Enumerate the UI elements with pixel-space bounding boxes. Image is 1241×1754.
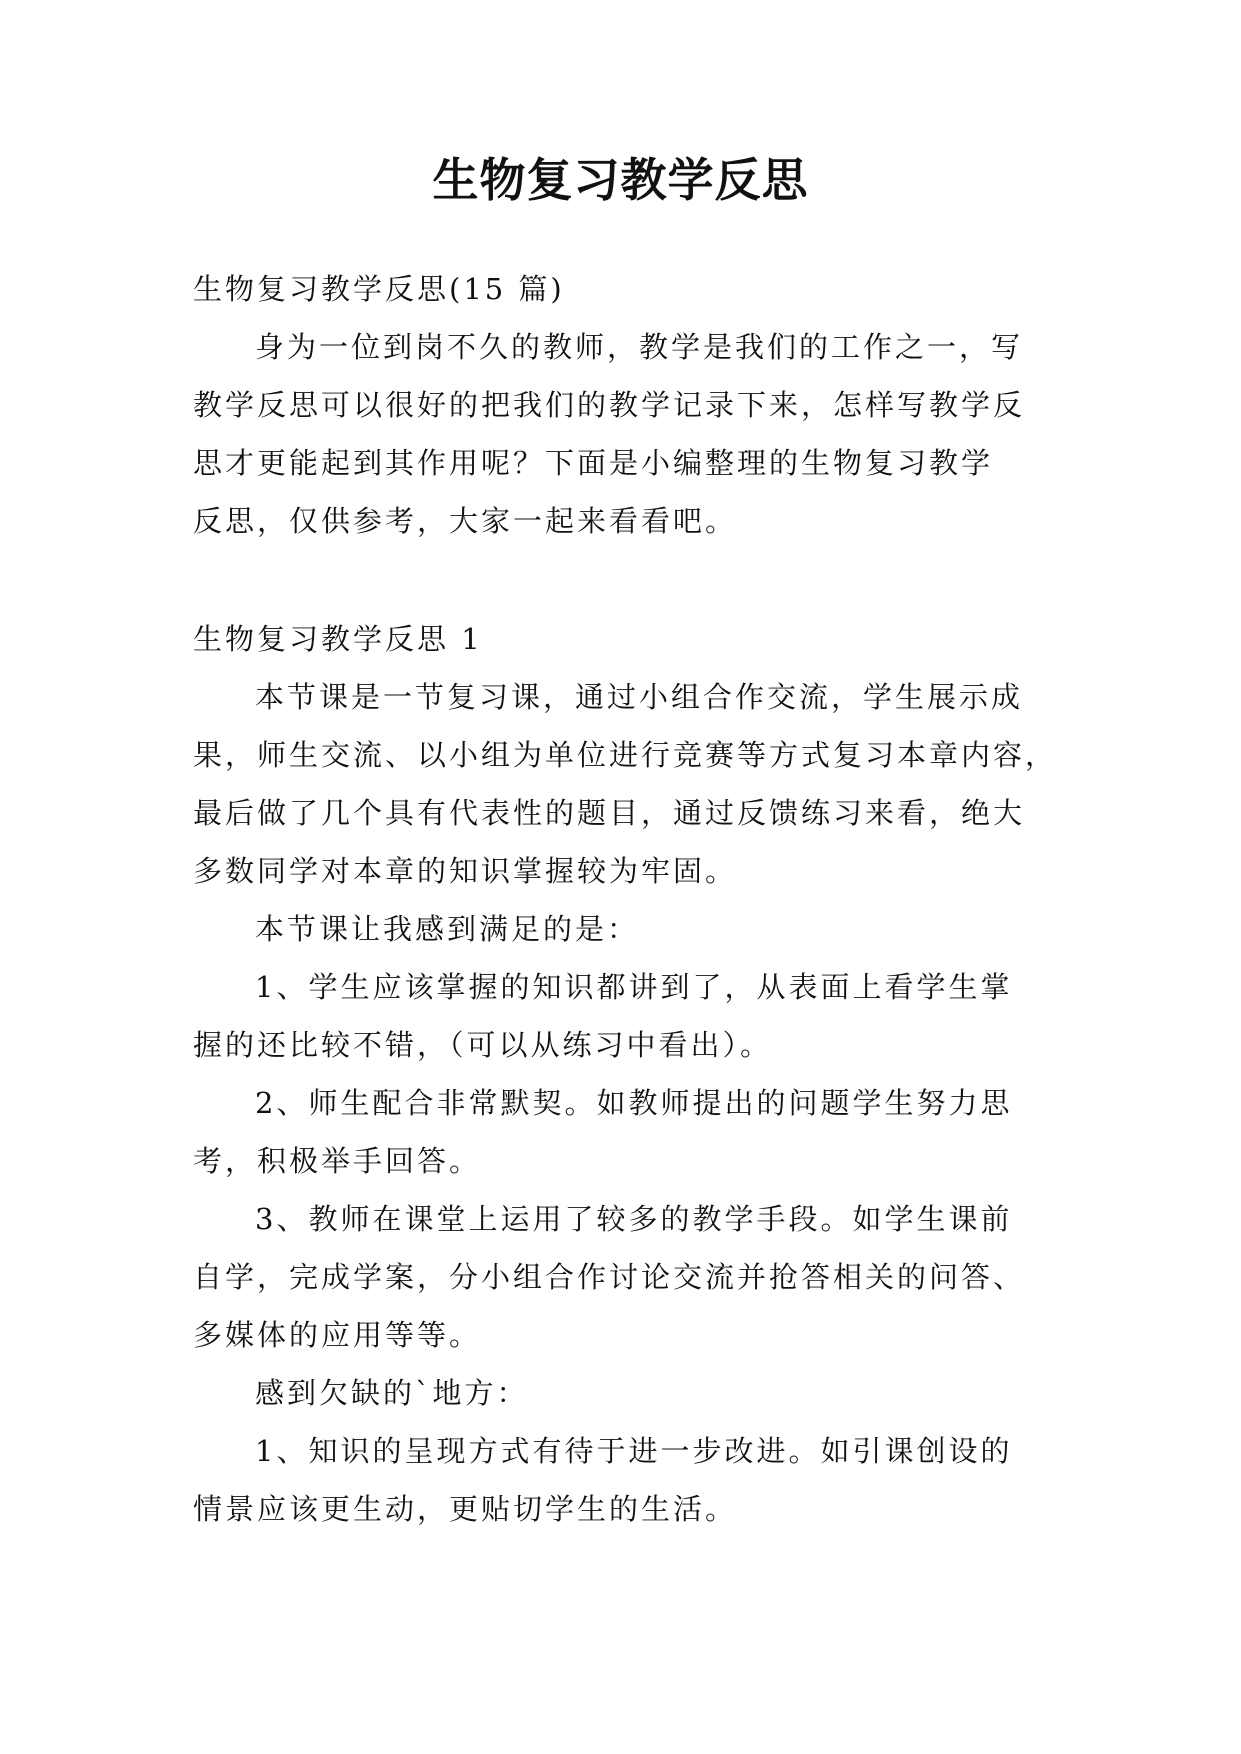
- page-title: 生物复习教学反思: [432, 153, 809, 207]
- paragraph-line: 果，师生交流、以小组为单位进行竞赛等方式复习本章内容，: [193, 738, 1058, 772]
- paragraph-line: 多媒体的应用等等。: [193, 1318, 482, 1352]
- paragraph-line: 2、师生配合非常默契。如教师提出的问题学生努力思: [255, 1086, 1013, 1120]
- paragraph-line: 3、教师在课堂上运用了较多的教学手段。如学生课前: [255, 1202, 1013, 1236]
- paragraph-line: 考，积极举手回答。: [193, 1144, 482, 1178]
- section-gap: [193, 550, 1063, 610]
- paragraph-line: 本节课让我感到满足的是：: [255, 912, 640, 946]
- paragraph-line: 最后做了几个具有代表性的题目，通过反馈练习来看，绝大: [193, 796, 1026, 830]
- intro-line: 思才更能起到其作用呢？下面是小编整理的生物复习教学: [193, 446, 994, 480]
- section-heading: 生物复习教学反思 1: [193, 622, 483, 656]
- paragraph-line: 握的还比较不错，（可以从练习中看出）。: [193, 1028, 773, 1062]
- paragraph-line: 多数同学对本章的知识掌握较为牢固。: [193, 854, 738, 888]
- intro-line: 教学反思可以很好的把我们的教学记录下来，怎样写教学反: [193, 388, 1026, 422]
- paragraph-line: 本节课是一节复习课，通过小组合作交流，学生展示成: [255, 680, 1024, 714]
- paragraph-line: 情景应该更生动，更贴切学生的生活。: [193, 1492, 738, 1526]
- paragraph-line: 感到欠缺的`地方：: [255, 1376, 529, 1410]
- intro-line: 反思，仅供参考，大家一起来看看吧。: [193, 504, 738, 538]
- subtitle: 生物复习教学反思(15 篇): [193, 272, 565, 306]
- document-body: [193, 260, 1063, 1538]
- paragraph-line: 1、知识的呈现方式有待于进一步改进。如引课创设的: [255, 1434, 1013, 1468]
- paragraph-line: 1、学生应该掌握的知识都讲到了，从表面上看学生掌: [255, 970, 1013, 1004]
- paragraph-line: 自学，完成学案，分小组合作讨论交流并抢答相关的问答、: [193, 1260, 1026, 1294]
- intro-line: 身为一位到岗不久的教师，教学是我们的工作之一，写: [255, 330, 1024, 364]
